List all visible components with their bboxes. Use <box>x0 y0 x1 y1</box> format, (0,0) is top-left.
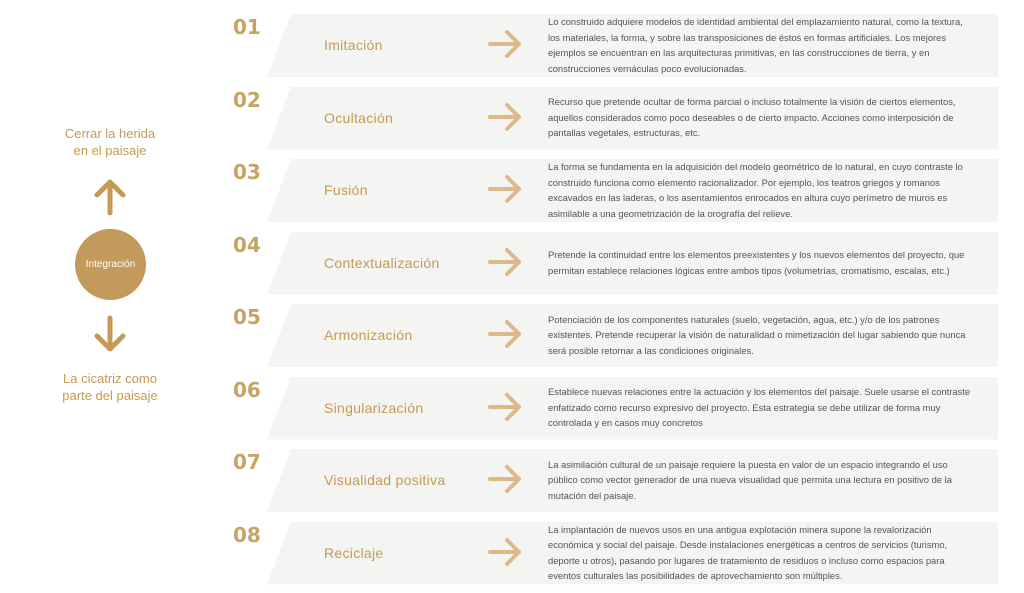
strategy-row <box>233 302 998 366</box>
strategy-row <box>233 85 998 149</box>
top-label-line1: Cerrar la herida <box>64 126 156 141</box>
strategy-title: Singularización <box>324 399 424 416</box>
integration-label: Integración <box>85 259 136 270</box>
strategy-row <box>233 447 998 511</box>
arrow-right-icon <box>487 247 523 277</box>
strategy-description: La implantación de nuevos usos en una antigua explotación minera supone la revalorización económica y social del paisaje. Desde instalaciones energéticas a centros de servicios (turismo, deporte u otros), pasando por lugares de tratamiento de residuos o incluso como espacios para eventos culturales las posibilidades de aprovechamiento son múltiples. <box>548 523 948 581</box>
strategy-description: Establece nuevas relaciones entre la actuación y los elementos del paisaje. Suele usarse el contraste enfatizado como recurso expresivo del proyecto. Esta estrategia se debe utilizar de forma muy controlada y en casos muy concretos <box>548 386 971 429</box>
arrow-up-icon <box>92 178 128 216</box>
strategy-description: Pretende la continuidad entre los elementos preexistentes y los nuevos elementos del proyecto, que permitan establece relaciones lógicas entre ambos tipos (volumetrías, cromatismo, escalas, etc.) <box>548 249 965 276</box>
strategy-description: La asimilación cultural de un paisaje requiere la puesta en valor de un espacio integrando el uso público como vector generador de una nueva visualidad que permita una lectura en positivo de la mutación del paisaje. <box>548 458 952 501</box>
strategy-title: Fusión <box>324 182 368 198</box>
bottom-label <box>40 370 180 404</box>
strategy-number: 03 <box>233 160 261 184</box>
arrow-right-icon <box>487 464 523 494</box>
arrow-down-icon <box>92 315 128 353</box>
strategy-number: 04 <box>233 232 261 257</box>
strategy-row <box>233 375 998 439</box>
strategy-description: Potenciación de los componentes naturales (suelo, vegetación, agua, etc.) y/o de los patrones existentes. Pretende recuperar la visión de naturalidad o mimetización del lugar sabiendo que nunca será posible retornar a las condiciones originales. <box>548 313 966 356</box>
strategy-number: 02 <box>233 87 261 112</box>
strategy-title: Reciclaje <box>324 544 384 561</box>
strategy-description: La forma se fundamenta en la adquisición del modelo geométrico de lo natural, en cuyo contraste lo construido funciona como elemento racionalizador. Por ejemplo, los teatros griegos y romanos excavados en las laderas, o los asentamientos enrocados en altura cuyo perímetro de muros es asimilable a una geometrización de la orografía del relieve. <box>548 161 963 219</box>
strategy-number: 08 <box>233 522 261 547</box>
strategy-title: Visualidad positiva <box>324 472 446 488</box>
strategy-list <box>233 12 998 592</box>
arrow-right-icon <box>487 319 523 349</box>
top-label <box>40 125 180 159</box>
strategy-number: 07 <box>233 450 261 474</box>
strategy-row <box>233 230 998 294</box>
strategy-title: Imitación <box>324 37 383 53</box>
arrow-right-icon <box>487 102 523 132</box>
arrow-right-icon <box>487 174 523 204</box>
strategy-number: 01 <box>233 15 261 39</box>
bottom-label-line1: La cicatriz como <box>63 371 157 386</box>
strategy-number: 05 <box>233 305 261 329</box>
strategy-description: Lo construido adquiere modelos de identidad ambiental del emplazamiento natural, como la textura, los materiales, la forma, y sobre las transposiciones de éstos en formas artificiales. Los mejores ejemplos se encuentran en las arquitecturas primitivas, en las construcciones de tierra, y en construcciones vernáculas poco evolucionadas. <box>548 16 963 74</box>
integration-circle <box>75 229 146 300</box>
arrow-right-icon <box>487 537 523 567</box>
strategy-row <box>233 12 998 76</box>
strategy-title: Contextualización <box>324 254 440 271</box>
strategy-title: Ocultación <box>324 109 394 126</box>
top-label-line2: en el paisaje <box>73 143 147 158</box>
strategy-row <box>233 157 998 221</box>
arrow-right-icon <box>487 392 523 422</box>
bottom-label-line2: parte del paisaje <box>62 388 158 403</box>
strategy-description: Recurso que pretende ocultar de forma parcial o incluso totalmente la visión de ciertos elementos, aquellos considerados como poco deseables o de cierto impacto. Acciones como interposición de pantallas vegetales, estructuras, etc. <box>548 96 956 139</box>
strategy-number: 06 <box>233 377 261 402</box>
arrow-right-icon <box>487 29 523 59</box>
strategy-row <box>233 520 998 584</box>
strategy-title: Armonización <box>324 327 413 343</box>
integration-diagram <box>40 0 180 593</box>
